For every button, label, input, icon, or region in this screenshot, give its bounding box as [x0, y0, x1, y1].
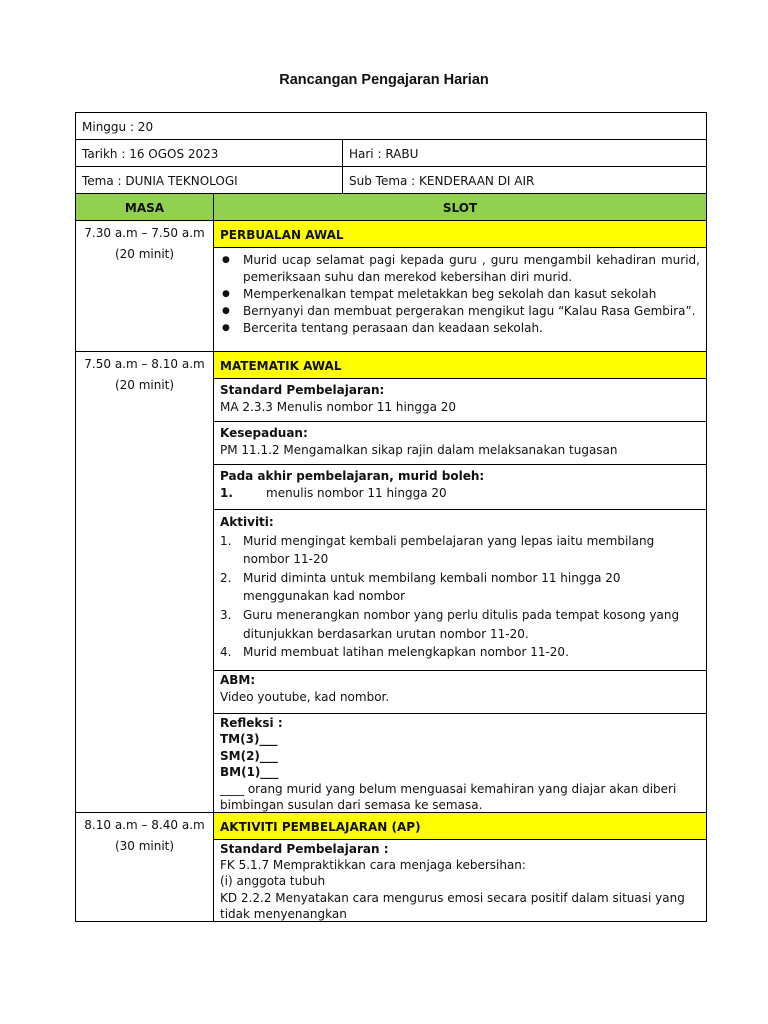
s1-duration: (20 minit): [114, 247, 175, 261]
s2-objektif: [213, 464, 707, 510]
s2-abm-text: Video youtube, kad nombor.: [220, 690, 390, 704]
s3-sp-label: Standard Pembelajaran :: [220, 842, 389, 856]
tarikh-cell: [75, 139, 343, 167]
tema-text: Tema : DUNIA TEKNOLOGI: [82, 174, 238, 188]
s2-refleksi: [213, 713, 707, 813]
list-item: 1. Murid mengingat kembali pembelajaran yang lepas iaitu membilang nombor 11-20: [220, 533, 655, 567]
s2-duration: (20 minit): [114, 378, 175, 392]
hari-cell: [342, 139, 707, 167]
s2-sp-label: Standard Pembelajaran:: [220, 383, 385, 397]
s3-line1: FK 5.1.7 Mempraktikkan cara menjaga kebersihan:: [220, 858, 526, 873]
s2-ref-tm: TM(3)___: [220, 732, 278, 747]
s2-kes-label: Kesepaduan:: [220, 426, 308, 440]
s2-ref-sm: SM(2)___: [220, 748, 278, 763]
s2-abm-label: ABM:: [220, 673, 256, 687]
list-item: 2. Murid diminta untuk membilang kembali nombor 11 hingga 20 menggunakan kad nombor: [220, 570, 621, 604]
slot-header: SLOT: [213, 193, 707, 221]
s1-content: [213, 247, 707, 352]
s2-time: 7.50 a.m – 8.10 a.m: [84, 357, 205, 371]
s1-bullet-list: [220, 252, 700, 337]
s3-line2: (i) anggota tubuh: [220, 874, 326, 889]
hari-text: Hari : RABU: [349, 147, 419, 161]
tema-cell: [75, 166, 343, 194]
list-item: ● Memperkenalkan tempat meletakkan beg sekolah dan kasut sekolah: [220, 286, 700, 303]
s3-duration: (30 minit): [114, 839, 175, 853]
s2-kes-text: PM 11.1.2 Mengamalkan sikap rajin dalam melaksanakan tugasan: [220, 443, 618, 457]
s3-heading: AKTIVITI PEMBELAJARAN (AP): [213, 812, 707, 840]
list-item: 4. Murid membuat latihan melengkapkan nombor 11-20.: [220, 645, 569, 660]
s3-time: 8.10 a.m – 8.40 a.m: [84, 818, 205, 832]
s3-line3: KD 2.2.2 Menyatakan cara mengurus emosi secara positif dalam situasi yang tidak menyenangkan: [220, 890, 685, 921]
masa-header: MASA: [75, 193, 214, 221]
s2-abm: [213, 670, 707, 714]
s2-ref-text: ____ orang murid yang belum menguasai kemahiran yang diajar akan diberi bimbingan susulan dari semasa ke semasa.: [220, 781, 677, 813]
s2-ref-bm: BM(1)___: [220, 765, 279, 780]
s1-heading: PERBUALAN AWAL: [213, 220, 707, 248]
s2-aktiviti: [213, 509, 707, 671]
s1-time: 7.30 a.m – 7.50 a.m: [84, 226, 205, 240]
s3-time-cell: [75, 812, 214, 922]
s2-heading: MATEMATIK AWAL: [213, 351, 707, 379]
list-item: 3. Guru menerangkan nombor yang perlu ditulis pada tempat kosong yang ditunjukkan berdasarkan urutan nombor 11-20.: [220, 607, 680, 641]
s2-standard: [213, 378, 707, 422]
page-title: Rancangan Pengajaran Harian: [279, 72, 489, 88]
s2-obj-num: 1.: [220, 486, 233, 500]
list-item: ● Bernyanyi dan membuat pergerakan mengikut lagu “Kalau Rasa Gembira”.: [220, 303, 700, 320]
minggu-cell: [75, 112, 707, 140]
s2-kesepaduan: [213, 421, 707, 465]
subtema-cell: [342, 166, 707, 194]
minggu-text: Minggu : 20: [82, 120, 154, 134]
s2-sp-text: MA 2.3.3 Menulis nombor 11 hingga 20: [220, 400, 457, 414]
list-item: ● Murid ucap selamat pagi kepada guru , guru mengambil kehadiran murid, pemeriksaan suhu dan merekod kebersihan diri murid.: [220, 252, 700, 286]
s2-obj-text: menulis nombor 11 hingga 20: [266, 486, 447, 500]
s2-ref-label: Refleksi :: [220, 716, 283, 730]
s2-aktiviti-list: [220, 532, 700, 662]
s3-standard: [213, 839, 707, 922]
s1-time-cell: [75, 220, 214, 352]
s2-obj-label: Pada akhir pembelajaran, murid boleh:: [220, 469, 485, 483]
s2-time-cell: [75, 351, 214, 813]
list-item: ● Bercerita tentang perasaan dan keadaan sekolah.: [220, 320, 700, 337]
subtema-text: Sub Tema : KENDERAAN DI AIR: [349, 174, 535, 188]
tarikh-text: Tarikh : 16 OGOS 2023: [82, 147, 219, 161]
s2-akt-label: Aktiviti:: [220, 515, 274, 529]
